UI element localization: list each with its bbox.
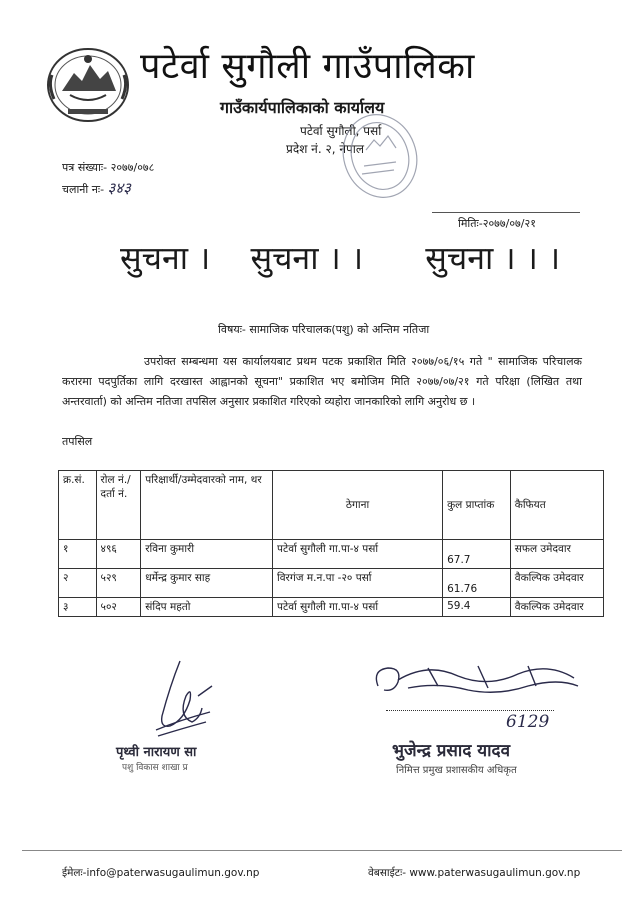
office-stamp	[340, 110, 420, 202]
header-sn: क्र.सं.	[59, 471, 97, 540]
notice-word-3: सुचना । । ।	[425, 239, 561, 277]
cell-score: 59.4	[443, 598, 511, 617]
dispatch-number	[62, 178, 131, 198]
dispatch-label: चलानी नः-	[62, 183, 105, 196]
cell-address: विरगंज म.न.पा -२० पर्सा	[272, 569, 442, 598]
cell-score: 67.7	[443, 540, 511, 569]
signature-line	[386, 710, 554, 711]
address-line-1: पटेर्वा सुगौली, पर्सा	[300, 124, 382, 138]
notice-word-2: सुचना । ।	[250, 239, 364, 277]
header-address: ठेगाना	[272, 471, 442, 540]
signature-number-handwritten: 6129	[506, 712, 550, 732]
header-score: कुल प्राप्तांक	[443, 471, 511, 540]
right-signatory-title: निमित्त प्रमुख प्रशासकीय अधिकृत	[396, 765, 517, 776]
dispatch-value-handwritten: ३४३	[107, 179, 131, 197]
cell-remarks: सफल उमेदवार	[510, 540, 603, 569]
cell-sn: ३	[59, 598, 97, 617]
notice-body-paragraph: उपरोक्त सम्बन्धमा यस कार्यालयबाट प्रथम पटक प्रकाशित मिति २०७७/०६/१५ गते " सामाजिक परिचालक करारमा पदपुर्तिका लागि दरखास्त आह्वानको सूचना" प्रकाशित भए बमोजिम मिति २०७७/०७/२१ गते परिक्षा (लिखित तथा अन्तरवार्ता) को अन्तिम नतिजा तपसिल अनुसार प्रकाशित गरिएको व्यहोरा जानकारिको लागि अनुरोध छ ।	[62, 355, 582, 408]
table-row	[59, 540, 604, 569]
left-signatory-name: पृथ्वी नारायण सा	[116, 745, 197, 760]
header-name: परिक्षार्थी/उम्मेदवारको नाम, थर	[141, 471, 273, 540]
address-line-2: प्रदेश नं. २, नेपाल	[286, 142, 365, 156]
cell-score: 61.76	[443, 569, 511, 598]
results-table	[58, 470, 604, 617]
cell-address: पटेर्वा सुगौली गा.पा-४ पर्सा	[272, 540, 442, 569]
footer-website: वेबसाईटः- www.paterwasugaulimun.gov.np	[368, 867, 581, 879]
cell-roll: ५०२	[96, 598, 141, 617]
office-subtitle: गाउँकार्यपालिकाको कार्यालय	[220, 98, 385, 117]
notice-heading	[120, 236, 560, 279]
left-signature	[140, 656, 220, 746]
cell-address: पटेर्वा सुगौली गा.पा-४ पर्सा	[272, 598, 442, 617]
table-header-row	[59, 471, 604, 540]
left-signatory-title: पशु विकास शाखा प्र	[122, 763, 188, 773]
header-remarks: कैफियत	[510, 471, 603, 540]
cell-name: धर्मेन्द्र कुमार साह	[141, 569, 273, 598]
nepal-emblem-logo	[44, 45, 132, 125]
cell-remarks: वैकल्पिक उमेदवार	[510, 598, 603, 617]
footer-email: ईमेलः-info@paterwasugaulimun.gov.np	[62, 867, 260, 879]
cell-roll: ४९६	[96, 540, 141, 569]
cell-name: संदिप महतो	[141, 598, 273, 617]
date-divider	[432, 212, 580, 213]
notice-word-1: सुचना ।	[120, 239, 211, 277]
footer-divider	[22, 850, 622, 851]
right-signature	[368, 656, 588, 716]
tapsil-label: तपसिल	[62, 435, 93, 448]
office-title: पटेर्वा सुगौली गाउँपालिका	[140, 46, 475, 87]
notice-body	[62, 352, 582, 412]
cell-sn: १	[59, 540, 97, 569]
header-roll: रोल नं./दर्ता नं.	[96, 471, 141, 540]
table-row	[59, 598, 604, 617]
letter-number: पत्र संख्याः- २०७७/०७८	[62, 161, 155, 174]
right-signatory-name: भुजेन्द्र प्रसाद यादव	[392, 741, 511, 761]
cell-name: रविना कुमारी	[141, 540, 273, 569]
table-row	[59, 569, 604, 598]
subject-line: विषयः- सामाजिक परिचालक(पशु) को अन्तिम नतिजा	[218, 323, 430, 336]
notice-date: मितिः-२०७७/०७/२१	[458, 217, 536, 230]
cell-sn: २	[59, 569, 97, 598]
cell-roll: ५२९	[96, 569, 141, 598]
cell-remarks: वैकल्पिक उमेदवार	[510, 569, 603, 598]
